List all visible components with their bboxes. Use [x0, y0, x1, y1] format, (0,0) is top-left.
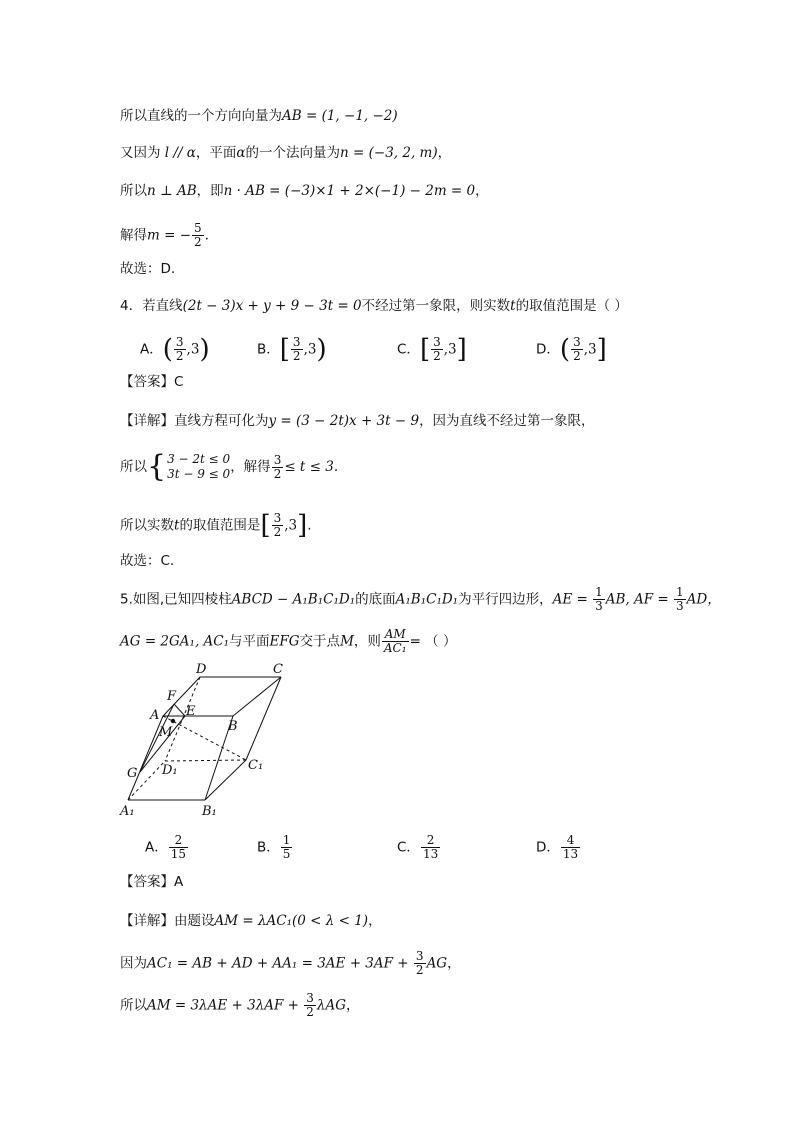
text: 所以直线的一个方向向量为	[120, 108, 282, 124]
bracket-close: ]	[596, 334, 607, 365]
denominator: 2	[433, 349, 441, 363]
text: ，	[346, 997, 360, 1014]
numerator: 3	[415, 949, 424, 963]
edge-aa1	[128, 716, 163, 800]
text: ，因为直线不经过第一象限，	[419, 413, 595, 429]
label-d: D	[196, 662, 207, 677]
denominator: 2	[175, 349, 184, 363]
fraction	[593, 586, 605, 613]
segment-fe	[174, 704, 185, 716]
math-alpha: α	[236, 145, 246, 161]
text: 的取值范围是	[179, 517, 261, 534]
fraction	[281, 834, 293, 861]
edge-bc	[233, 677, 281, 716]
numerator: 1	[282, 833, 291, 847]
math-t: t	[174, 517, 180, 534]
line-direction-vector	[120, 106, 398, 126]
denominator: AC₁	[383, 641, 407, 655]
interval-right: ,3	[284, 517, 298, 534]
math-dot-product: n · AB = (−3)×1 + 2×(−1) − 2m = 0	[223, 183, 476, 199]
prism-figure	[115, 660, 285, 820]
text: 所以	[120, 459, 147, 475]
text: 的取值范围是（ ）	[515, 298, 628, 314]
math-am-expansion: AM = 3λAE + 3λAF +	[147, 997, 304, 1014]
math-ac1: AC₁ = AB + AD + AA₁ = 3AE + 3AF +	[147, 955, 413, 972]
label-b1: B₁	[202, 804, 217, 819]
fraction	[272, 512, 284, 539]
numerator: 3	[433, 335, 441, 349]
math-ag: AG = 2GA₁, AC₁	[120, 633, 230, 650]
q5-option-c[interactable]	[397, 834, 441, 861]
q5-stem	[120, 586, 721, 613]
numerator: 3	[273, 452, 282, 467]
fraction	[192, 222, 204, 249]
text: 与平面	[229, 633, 270, 650]
interval-right: ,3	[303, 341, 317, 358]
text: 因为	[120, 955, 147, 972]
inequality-2: 3t − 9 ≤ 0	[167, 467, 231, 481]
text: 不经过第一象限，则实数	[361, 298, 511, 314]
option-label: B．	[257, 839, 280, 856]
q5-option-a[interactable]	[145, 834, 189, 861]
text: 又因为	[120, 145, 161, 161]
inequality-system	[167, 452, 230, 482]
fraction	[304, 992, 316, 1019]
q5-option-b[interactable]	[257, 834, 293, 861]
interval-right: ,3	[443, 341, 457, 358]
denominator: 13	[422, 847, 439, 861]
numerator: AM	[382, 628, 409, 642]
numerator: 5	[194, 221, 202, 235]
option-label: A．	[145, 839, 168, 856]
text: 所以实数	[120, 517, 174, 534]
numerator: 3	[292, 335, 301, 349]
q4-option-c[interactable]	[397, 336, 467, 363]
bracket-close: )	[199, 334, 210, 365]
math-ae: AE =	[552, 591, 593, 608]
math-am: AM = λAC₁(0 < λ < 1)	[214, 913, 369, 929]
text: 解得	[120, 227, 147, 244]
bracket-close: ]	[456, 334, 467, 365]
line-choose-d: 故选：D.	[120, 261, 176, 277]
denominator: 2	[273, 466, 282, 481]
option-label: D．	[536, 839, 560, 856]
text: ，	[475, 183, 489, 199]
q5-option-d[interactable]	[536, 834, 581, 861]
numerator: 3	[573, 335, 581, 349]
text: 的底面	[355, 591, 396, 608]
text: 【详解】由题设	[120, 913, 215, 929]
line-solve-m: 解得m = − $\frac{5}{2}$ .	[120, 221, 209, 249]
text: .	[307, 517, 312, 534]
q5-stem-2	[120, 628, 456, 655]
q4-answer: 【答案】C	[120, 374, 184, 390]
fraction	[571, 336, 583, 363]
math-l-parallel-alpha: l // α	[160, 145, 196, 161]
numerator: 2	[421, 834, 440, 848]
q4-option-a[interactable]	[140, 336, 210, 363]
math-normal-vector: n = (−3, 2, m)	[340, 145, 438, 161]
denominator: 2	[306, 1005, 314, 1019]
fraction	[561, 834, 580, 861]
math-perp: n ⊥ AB	[147, 183, 197, 199]
option-label: D．	[536, 341, 560, 358]
math-plane: EFG	[269, 633, 300, 650]
q4-option-b[interactable]	[257, 336, 327, 363]
q4-range: 所以实数t的取值范围是[ $\frac{3}{2}$ ,3].	[120, 510, 312, 541]
brace: {	[147, 449, 167, 484]
text: ，则	[353, 633, 381, 650]
fraction	[414, 950, 426, 977]
option-label: C．	[397, 839, 420, 856]
text: 的一个法向量为	[245, 145, 341, 161]
label-b: B	[228, 719, 238, 734]
text: ，平面	[195, 145, 237, 161]
denominator: 2	[415, 963, 424, 977]
numerator: 2	[169, 834, 188, 848]
math-af: AB, AF =	[605, 591, 674, 608]
label-c: C	[273, 662, 283, 677]
label-m: M	[159, 725, 173, 740]
numerator: 3	[273, 511, 282, 525]
fraction	[174, 336, 186, 363]
text: ，解得	[230, 459, 271, 475]
bracket-close: )	[316, 334, 327, 365]
text: 所以	[120, 183, 147, 199]
math-range: ≤ t ≤ 3.	[284, 459, 339, 475]
label-c1: C₁	[248, 758, 264, 773]
label-d1: D₁	[162, 763, 178, 778]
fraction	[291, 336, 303, 363]
q4-system	[120, 449, 339, 484]
math-base: A₁B₁C₁D₁	[395, 591, 459, 608]
label-f: F	[167, 689, 177, 704]
numerator: 1	[676, 585, 684, 599]
label-a: A	[150, 708, 160, 723]
label-e: E	[186, 704, 196, 719]
interval-right: ,3	[186, 341, 200, 358]
edge-d1c1	[165, 760, 246, 761]
fraction	[382, 628, 409, 655]
bracket-open: (	[162, 334, 173, 365]
text: 5.如图,已知四棱柱	[120, 591, 232, 608]
q4-choose: 故选：C.	[120, 553, 175, 569]
denominator: 2	[292, 349, 301, 363]
q5-answer: 【答案】A	[120, 874, 184, 890]
numerator: 4	[561, 834, 580, 848]
text: 为平行四边形，	[458, 591, 553, 608]
fraction	[421, 834, 440, 861]
text: 【详解】直线方程可化为	[120, 413, 269, 429]
line-perpendicular	[120, 181, 489, 201]
denominator: 2	[573, 349, 581, 363]
text: 所以	[120, 997, 147, 1014]
denominator: 3	[676, 599, 684, 613]
math-m: m = −	[147, 227, 192, 244]
math-t: t	[510, 298, 516, 314]
option-label: C．	[397, 341, 420, 358]
numerator: 3	[175, 335, 184, 349]
text: = （ ）	[409, 633, 457, 650]
denominator: 13	[562, 847, 579, 861]
q4-detail	[120, 411, 595, 431]
q5-detail-2	[120, 950, 461, 977]
numerator: 3	[306, 991, 314, 1005]
denominator: 15	[170, 847, 187, 861]
bracket-open: (	[559, 334, 571, 365]
fraction	[272, 454, 284, 481]
math-line-eq: (2t − 3)x + y + 9 − 3t = 0	[182, 298, 362, 314]
edge-cc1	[246, 677, 281, 760]
text: ，	[437, 145, 452, 161]
bracket-open: [	[279, 334, 290, 365]
math-ad: AD，	[686, 591, 721, 608]
math-direction-vector: AB = (1, −1, −2)	[282, 108, 398, 124]
q4-option-d[interactable]	[536, 336, 607, 363]
denominator: 5	[282, 847, 291, 861]
math-ag: AG	[426, 955, 448, 972]
math-slope-form: y = (3 − 2t)x + 3t − 9	[268, 413, 420, 429]
q4-stem	[120, 296, 628, 316]
interval-right: ,3	[583, 341, 597, 358]
label-g: G	[127, 766, 138, 781]
denominator: 2	[194, 235, 202, 249]
fraction	[169, 834, 188, 861]
label-a1: A₁	[120, 804, 135, 819]
math-lambda-ag: λAG	[316, 997, 346, 1014]
inequality-1: 3 − 2t ≤ 0	[167, 452, 231, 466]
text: ，	[368, 913, 382, 929]
fraction	[674, 586, 686, 613]
line-normal-vector	[120, 143, 451, 163]
numerator: 1	[595, 585, 603, 599]
option-label: B．	[257, 341, 280, 358]
text: ，	[447, 955, 461, 972]
option-label: A．	[140, 341, 163, 358]
math-prism: ABCD − A₁B₁C₁D₁	[231, 591, 356, 608]
bracket-open: [	[419, 334, 431, 365]
text: 4．若直线	[120, 298, 183, 314]
fraction	[431, 336, 443, 363]
text: 交于点	[299, 633, 341, 650]
q5-detail-3	[120, 992, 360, 1019]
point-m	[171, 719, 175, 723]
denominator: 3	[595, 599, 603, 613]
math-point-m: M	[340, 633, 354, 650]
denominator: 2	[273, 525, 282, 539]
text: ，即	[196, 183, 224, 199]
q5-detail-1	[120, 911, 382, 931]
